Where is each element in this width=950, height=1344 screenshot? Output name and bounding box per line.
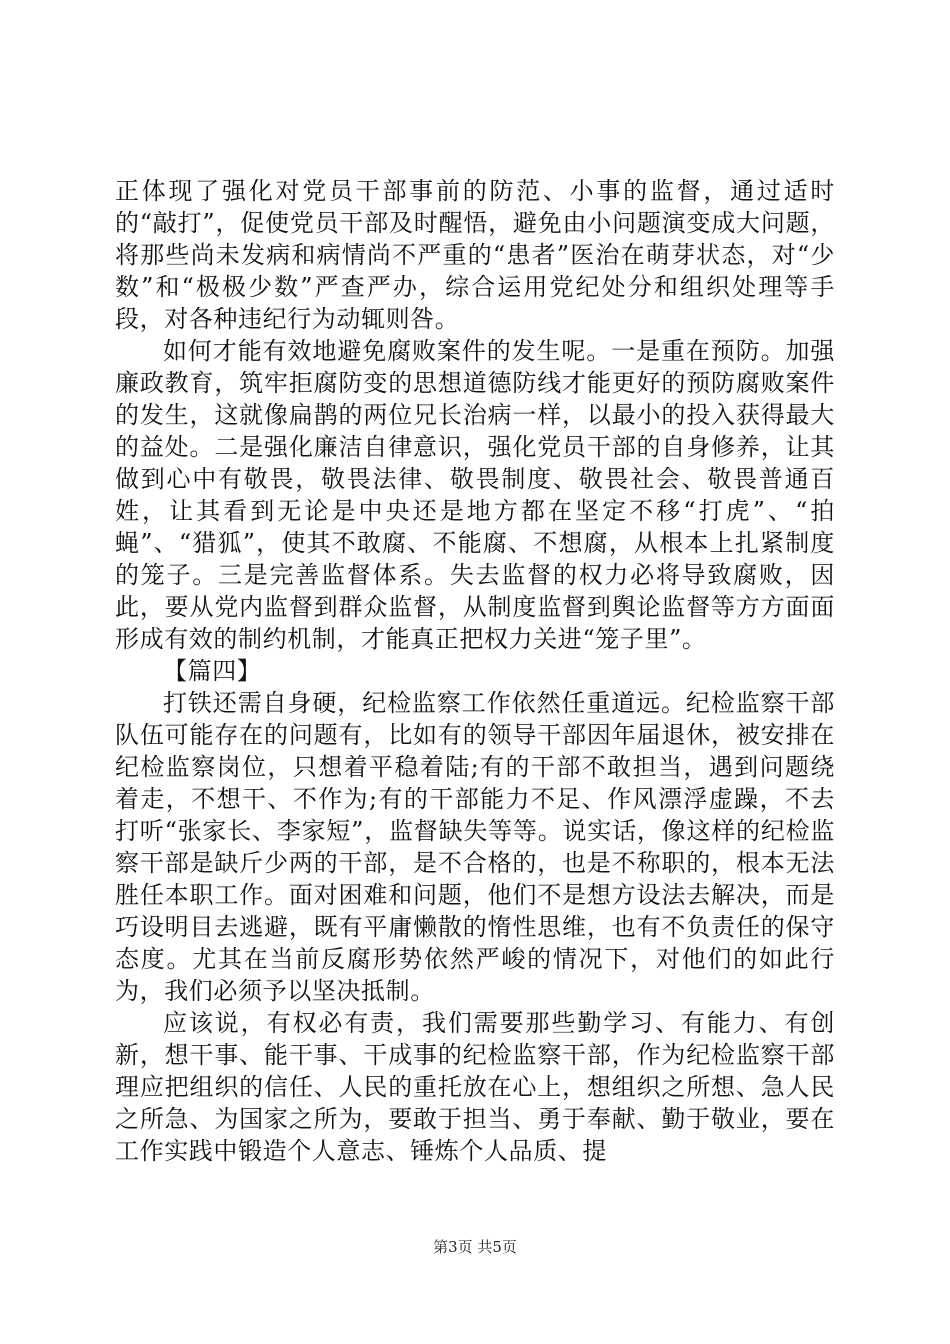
- document-body: [115, 175, 835, 1167]
- paragraph-prevention: 如何才能有效地避免腐败案件的发生呢。一是重在预防。加强廉政教育，筑牢拒腐防变的思想道德防线才能更好的预防腐败案件的发生，这就像扁鹊的两位兄长治病一样，以最小的投入获得最大的益处。二是强化廉洁自律意识，强化党员干部的自身修养，让其做到心中有敬畏，敬畏法律、敬畏制度、敬畏社会、敬畏普通百姓，让其看到无论是中央还是地方都在坚定不移“打虎”、“拍蝇”、“猎狐”，使其不敢腐、不能腐、不想腐，从根本上扎紧制度的笼子。三是完善监督体系。失去监督的权力必将导致腐败，因此，要从党内监督到群众监督，从制度监督到舆论监督等方方面面形成有效的制约机制，才能真正把权力关进“笼子里”。: [115, 337, 835, 653]
- paragraph-responsibility: 应该说，有权必有责，我们需要那些勤学习、有能力、有创新，想干事、能干事、干成事的纪检监察干部，作为纪检监察干部理应把组织的信任、人民的重托放在心上，想组织之所想、急人民之所急、为国家之所为，要敢于担当、勇于奉献、勤于敬业，要在工作实践中锻造个人意志、锤炼个人品质、提: [115, 1009, 835, 1165]
- page-number-footer: 第3页 共5页: [433, 1238, 517, 1256]
- paragraph-self-discipline: 打铁还需自身硬，纪检监察工作依然任重道远。纪检监察干部队伍可能存在的问题有，比如有的领导干部因年届退休，被安排在纪检监察岗位，只想着平稳着陆;有的干部不敢担当，遇到问题绕着走，不想干、不作为;有的干部能力不足、作风漂浮虚躁，不去打听“张家长、李家短”，监督缺失等等。说实话，像这样的纪检监察干部是缺斤少两的干部，是不合格的，也是不称职的，根本无法胜任本职工作。面对困难和问题，他们不是想方设法去解决，而是巧设明目去逃避，既有平庸懒散的惰性思维，也有不负责任的保守态度。尤其在当前反腐形势依然严峻的情况下，对他们的如此行为，我们必须予以坚决抵制。: [115, 689, 835, 1005]
- paragraph-continuation: 正体现了强化对党员干部事前的防范、小事的监督，通过适时的“敲打”，促使党员干部及时醒悟，避免由小问题演变成大问题，将那些尚未发病和病情尚不严重的“患者”医治在萌芽状态，对“少数”和“极极少数”严查严办，综合运用党纪处分和组织处理等手段，对各种违纪行为动辄则咎。: [115, 177, 835, 333]
- section-heading: 【篇四】: [163, 657, 262, 685]
